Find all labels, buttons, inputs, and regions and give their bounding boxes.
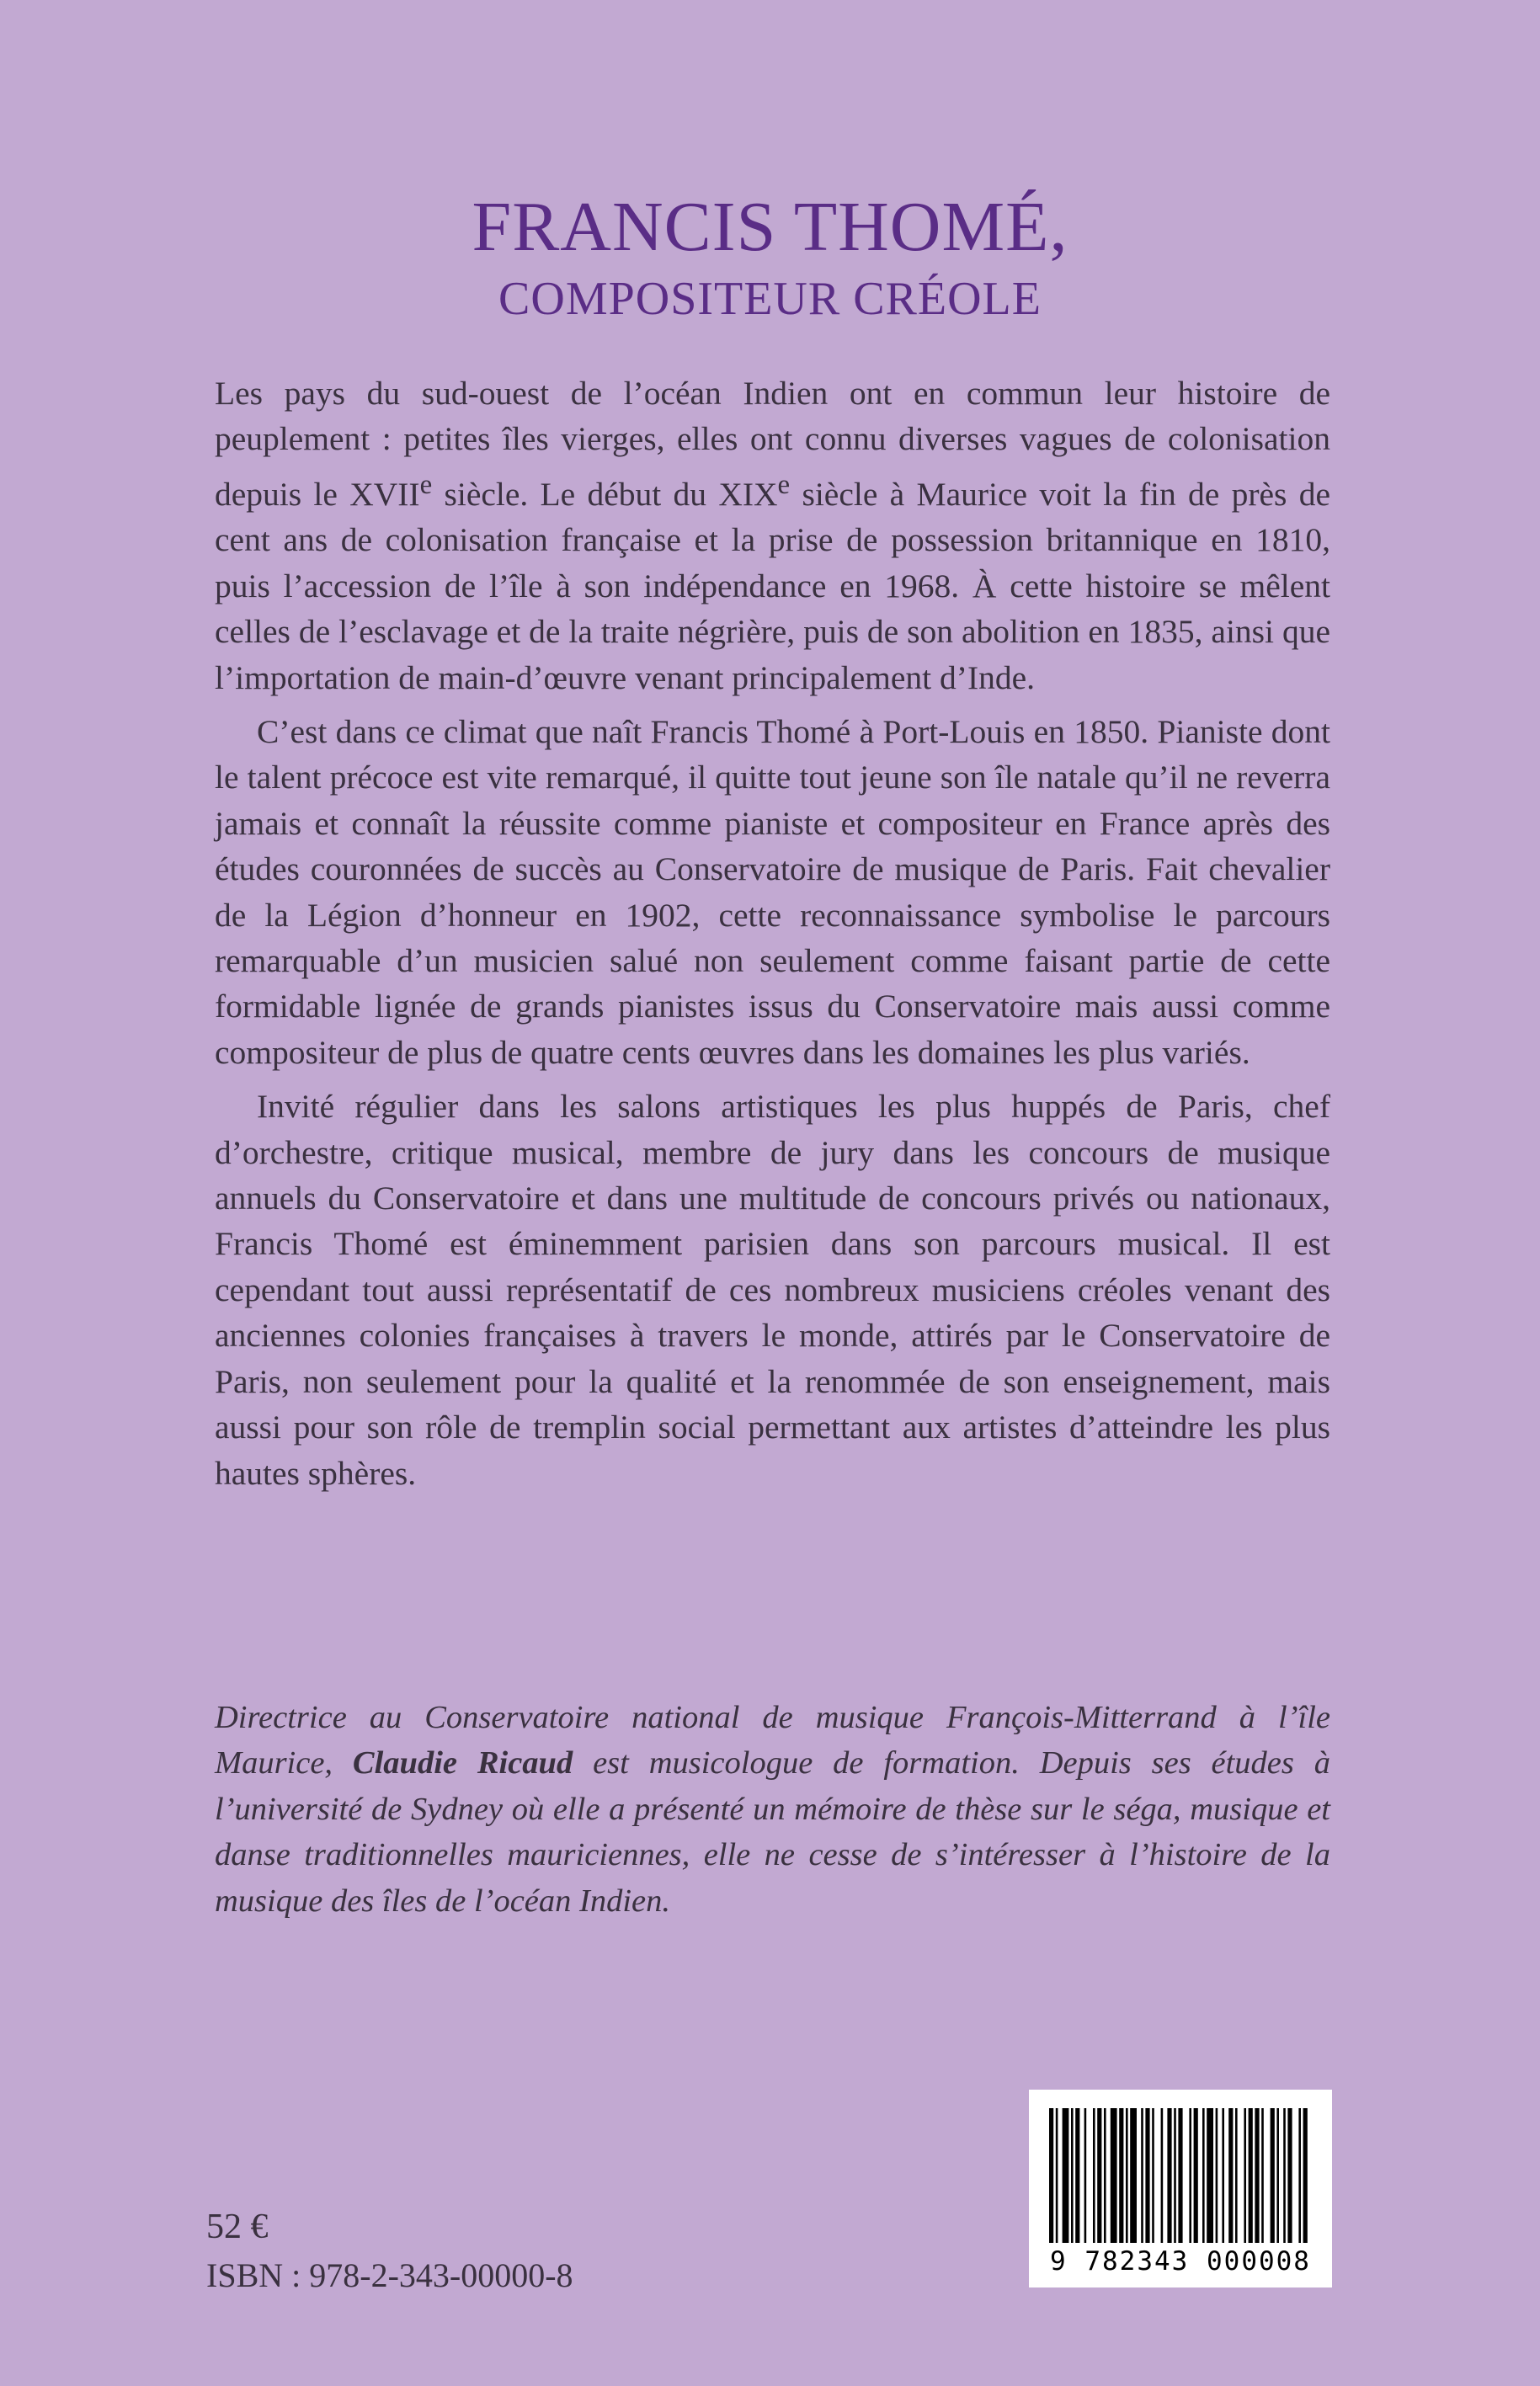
summary-paragraph-1	[215, 370, 1330, 700]
barcode-bar	[1228, 2108, 1233, 2243]
barcode-bar	[1093, 2108, 1095, 2243]
barcode-bar	[1174, 2108, 1176, 2243]
isbn: ISBN : 978-2-343-00000-8	[206, 2256, 573, 2294]
author-bio-before: Directrice au Conservatoire national de musique François-Mitterrand à l’île Maurice,	[215, 1700, 1330, 1782]
book-subtitle: COMPOSITEUR CRÉOLE	[498, 273, 1042, 325]
barcode-bar	[1298, 2108, 1301, 2243]
barcode-bar	[1119, 2108, 1123, 2243]
barcode-bar	[1097, 2108, 1101, 2243]
price: 52 €	[206, 2208, 269, 2246]
back-cover-summary	[215, 370, 1330, 1505]
barcode-bar	[1244, 2108, 1246, 2243]
barcode-bar	[1049, 2108, 1053, 2243]
author-bio-after: est musicologue de formation. Depuis ses études à l’université de Sydney où elle a présenté un mémoire de thèse sur le séga, musique et danse traditionnelles mauriciennes, elle ne cesse de s’intéresser à l’histoire de la musique des îles de l’océan Indien.	[215, 1745, 1330, 1919]
barcode-icon	[1029, 2090, 1332, 2245]
barcode-bar	[1235, 2108, 1238, 2243]
barcode-bar	[1202, 2108, 1205, 2243]
barcode-bar	[1216, 2108, 1218, 2243]
barcode-bar	[1071, 2108, 1074, 2243]
title-block	[0, 185, 1540, 328]
barcode-bar	[1194, 2108, 1198, 2243]
barcode-bar	[1287, 2108, 1292, 2243]
summary-paragraph-2: C’est dans ce climat que naît Francis Thomé à Port-Louis en 1850. Pianiste dont le talent précoce est vite remarqué, il quitte tout jeune son île natale qu’il ne reverra jamais et connaît la réussite comme pianiste et compositeur en France après des études couronnées de succès au Conservatoire de musique de Paris. Fait chevalier de la Légion d’honneur en 1902, cette reconnaissance symbolise le parcours remarquable d’un musicien salué non seulement comme faisant partie de cette formidable lignée de grands pianistes issus du Conservatoire mais aussi comme compositeur de plus de quatre cents œuvres dans les domaines les plus variés.	[215, 713, 1330, 1071]
barcode-bar	[1261, 2108, 1264, 2243]
barcode-bar	[1075, 2108, 1079, 2243]
superscript-e: e	[777, 469, 791, 500]
barcode-bar	[1084, 2108, 1087, 2243]
author-name: Claudie Ricaud	[352, 1745, 573, 1782]
barcode-bar	[1152, 2108, 1154, 2243]
barcode	[1029, 2090, 1332, 2287]
barcode-bar	[1255, 2108, 1259, 2243]
summary-paragraph-1-part-c: siècle à Maurice voit la fin de près de cent ans de colonisation française et la prise de possession britannique en 1810, puis l’accession de l’île à son indépendance en 1968. À cette histoire se mêlent celles de l’esclavage et de la traite négrière, puis de son abolition en 1835, ainsi que l’importation de main-d’œuvre venant principalement d’Inde.	[215, 475, 1330, 696]
barcode-bar	[1207, 2108, 1213, 2243]
barcode-bar	[1141, 2108, 1143, 2243]
barcode-bar	[1130, 2108, 1137, 2243]
author-biography	[215, 1695, 1330, 1924]
barcode-bar	[1145, 2108, 1149, 2243]
summary-paragraph-1-part-b: siècle. Le début du XIX	[432, 475, 778, 513]
barcode-bar	[1178, 2108, 1182, 2243]
superscript-e: e	[419, 469, 433, 500]
barcode-bar	[1056, 2108, 1058, 2243]
barcode-digits: 9 782343 000008	[1050, 2246, 1311, 2277]
summary-paragraph-1-part-a: Les pays du sud-ouest de l’océan Indien ont en commun leur histoire de peuplement : petites îles vierges, elles ont connu diverses vagues de colonisation depuis le XVII	[215, 375, 1330, 513]
barcode-bar	[1222, 2108, 1224, 2243]
barcode-bar	[1104, 2108, 1106, 2243]
barcode-bar	[1167, 2108, 1171, 2243]
barcode-bar	[1276, 2108, 1279, 2243]
barcode-bar	[1161, 2108, 1164, 2243]
barcode-bar	[1303, 2108, 1308, 2243]
book-title: FRANCIS THOMÉ,	[472, 188, 1068, 266]
barcode-bar	[1063, 2108, 1069, 2243]
barcode-bar	[1126, 2108, 1128, 2243]
summary-paragraph-3: Invité régulier dans les salons artistiques les plus huppés de Paris, chef d’orchestre, critique musical, membre de jury dans les concours de musique annuels du Conservatoire et dans une multitude de concours privés ou nationaux, Francis Thomé est éminemment parisien dans son parcours musical. Il est cependant tout aussi représentatif de ces nombreux musiciens créoles venant des anciennes colonies françaises à travers le monde, attirés par le Conservatoire de Paris, non seulement pour la qualité et la renommée de son enseignement, mais aussi pour son rôle de tremplin social permettant aux artistes d’atteindre les plus hautes sphères.	[215, 1088, 1330, 1492]
barcode-bar	[1283, 2108, 1286, 2243]
barcode-bar	[1271, 2108, 1275, 2243]
barcode-bar	[1111, 2108, 1117, 2243]
barcode-bar	[1249, 2108, 1253, 2243]
barcode-bar	[1189, 2108, 1191, 2243]
